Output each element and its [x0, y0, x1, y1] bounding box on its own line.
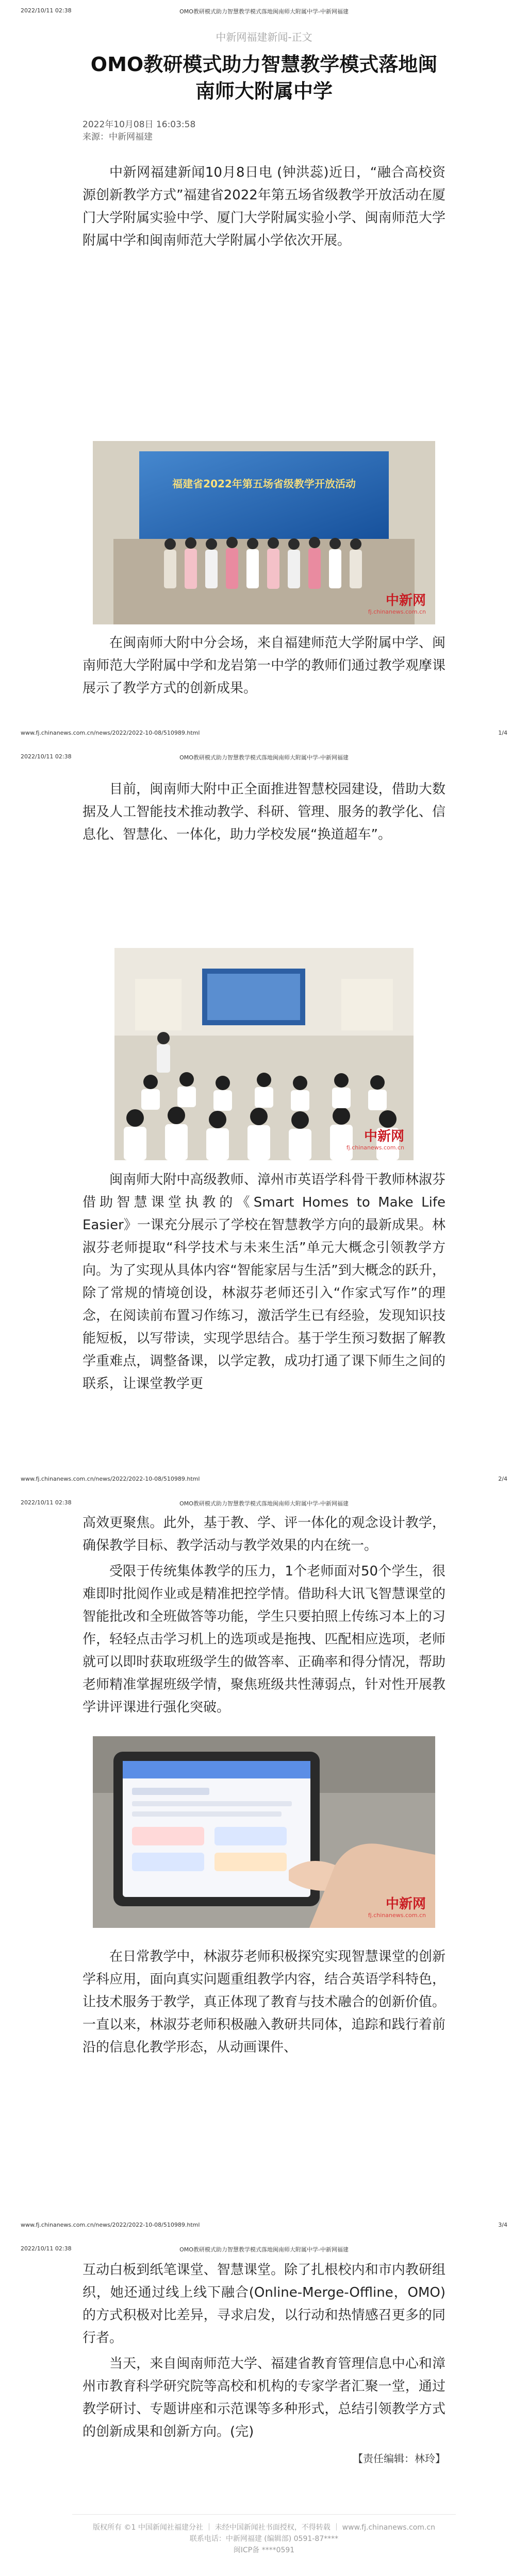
print-footer: [21, 1476, 507, 1484]
page-number: 3/4: [498, 2222, 507, 2228]
print-datetime: 2022/10/11 02:38: [21, 753, 72, 760]
copyright-line-2: 联系电话：中新网福建 (编辑部) 0591-87****: [189, 2535, 339, 2543]
print-page-4: [0, 2238, 528, 2576]
print-datetime: 2022/10/11 02:38: [21, 1499, 72, 1506]
paragraph-2: 在闽南师大附中分会场，来自福建师范大学附属中学、闽南师范大学附属中学和龙岩第一中学的教师们通过教学观摩课展示了教学方式的创新成果。: [82, 635, 446, 696]
print-doc-title: OMO教研模式助力智慧教学模式落地闽南师大附属中学-中新网福建: [179, 2246, 349, 2253]
channel-breadcrumb[interactable]: 中新网福建新闻-正文: [216, 31, 312, 43]
article-source: 来源：中新网福建: [82, 132, 153, 142]
print-footer: [21, 730, 507, 738]
paragraph-4: 闽南师大附中高级教师、漳州市英语学科骨干教师林淑芬借助智慧课堂执教的《Smart Homes to Make Life Easier》一课充分展示了学校在智慧教学方向的最新成果。林淑芬老师提取“科学技术与未来生活”单元大概念引领教学方向。为了实现从具体内容“智能家居与生活”到大概念的跃升，除了常规的情境创设，林淑芬老师还引入“作家式写作”的理念，在阅读前布置习作练习，激活学生已有经验，发现知识技能短板，以写带读，实现学思结合。基于学生预习数据了解教学重难点，调整备课，以学定教，成功打通了课下师生之间的联系，让课堂教学更: [82, 1172, 446, 1392]
print-footer: [21, 2222, 507, 2230]
copyright-line-1: 版权所有 ©1 中国新闻社福建分社 ｜ 未经中国新闻社书面授权，不得转载 ｜ www.fj.chinanews.com.cn: [93, 2523, 435, 2532]
print-doc-title: OMO教研模式助力智慧教学模式落地闽南师大附属中学-中新网福建: [179, 754, 349, 761]
photo-classroom: [114, 948, 414, 1160]
paragraph-6: 在日常教学中，林淑芬老师积极探究实现智慧课堂的创新学科应用，面向真实问题重组教学内容，结合英语学科特色，让技术服务于教学，真正体现了教育与技术融合的创新价值。一直以来，林淑芬老师积极融入教研共同体，追踪和践行着前沿的信息化教学形态，从动画课件、: [82, 1949, 446, 2055]
watermark-logo: 中新网 fj.chinanews.com.cn: [368, 593, 426, 615]
print-doc-title: OMO教研模式助力智慧教学模式落地闽南师大附属中学-中新网福建: [179, 8, 349, 15]
page-number: 2/4: [498, 1476, 507, 1482]
article-datetime: 2022年10月08日 16:03:58: [82, 120, 196, 130]
print-url[interactable]: www.fj.chinanews.com.cn/news/2022/2022-10-08/510989.html: [21, 2222, 200, 2228]
paragraph-6-continued: 互动白板到纸笔课堂、智慧课堂。除了扎根校内和市内教研组织，她还通过线上线下融合(Online-Merge-Offline，OMO)的方式积极对比差异，寻求启发，以行动和热情感召更多的同行者。: [82, 2262, 446, 2346]
print-page-3: [0, 1492, 528, 2238]
responsible-editor: 【责任编辑：林玲】: [353, 2452, 446, 2465]
page-number: 1/4: [498, 730, 507, 736]
paragraph-7: 当天，来自闽南师范大学、福建省教育管理信息中心和漳州市教育科学研究院等高校和机构的专家学者汇聚一堂，通过教学研讨、专题讲座和示范课等多种形式，总结引领教学方式的创新成果和创新方向。(完): [82, 2356, 446, 2439]
print-page-2: [0, 746, 528, 1492]
photo-group-stage: [93, 441, 435, 624]
watermark-logo: 中新网 fj.chinanews.com.cn: [346, 1129, 404, 1151]
article-title: OMO教研模式助力智慧教学模式落地闽南师大附属中学: [90, 53, 438, 103]
print-url[interactable]: www.fj.chinanews.com.cn/news/2022/2022-10-08/510989.html: [21, 1476, 200, 1482]
paragraph-3: 目前，闽南师大附中正全面推进智慧校园建设，借助大数据及人工智能技术推动教学、科研、管理、服务的教学化、信息化、智慧化、一体化，助力学校发展“换道超车”。: [82, 782, 446, 842]
print-page-1: [0, 0, 528, 746]
print-header: [21, 2245, 507, 2253]
print-header: [21, 753, 507, 761]
paragraph-1: 中新网福建新闻10月8日电 (钟洪蕊)近日，“融合高校资源创新教学方式”福建省2022年第五场省级教学开放活动在厦门大学附属实验中学、厦门大学附属实验小学、闽南师范大学附属中学和闽南师范大学附属小学依次开展。: [82, 165, 446, 248]
print-datetime: 2022/10/11 02:38: [21, 7, 72, 14]
paragraph-4-continued: 高效更聚焦。此外，基于教、学、评一体化的观念设计教学，确保教学目标、教学活动与教学效果的内在统一。: [82, 1515, 446, 1553]
print-header: [21, 7, 507, 15]
copyright-block: [72, 2514, 456, 2556]
print-doc-title: OMO教研模式助力智慧教学模式落地闽南师大附属中学-中新网福建: [179, 1500, 349, 1507]
print-datetime: 2022/10/11 02:38: [21, 2245, 72, 2252]
watermark-logo: 中新网 fj.chinanews.com.cn: [368, 1896, 426, 1919]
paragraph-5: 受限于传统集体教学的压力，1个老师面对50个学生，很难即时批阅作业或是精准把控学情。借助科大讯飞智慧课堂的智能批改和全班做答等功能，学生只要拍照上传练习本上的习作，轻轻点击学习机上的选项或是拖拽、匹配相应选项，老师就可以即时获取班级学生的做答率、正确率和得分情况，帮助老师精准掌握班级学情，聚焦班级共性薄弱点，针对性开展教学讲评课进行强化突破。: [82, 1564, 446, 1715]
print-header: [21, 1499, 507, 1507]
copyright-line-3: 闽ICP备 ****0591: [233, 2546, 295, 2554]
stage-banner-text: 福建省2022年第五场省级教学开放活动: [172, 478, 356, 490]
photo-tablet: [93, 1736, 435, 1928]
print-url[interactable]: www.fj.chinanews.com.cn/news/2022/2022-10-08/510989.html: [21, 730, 200, 736]
